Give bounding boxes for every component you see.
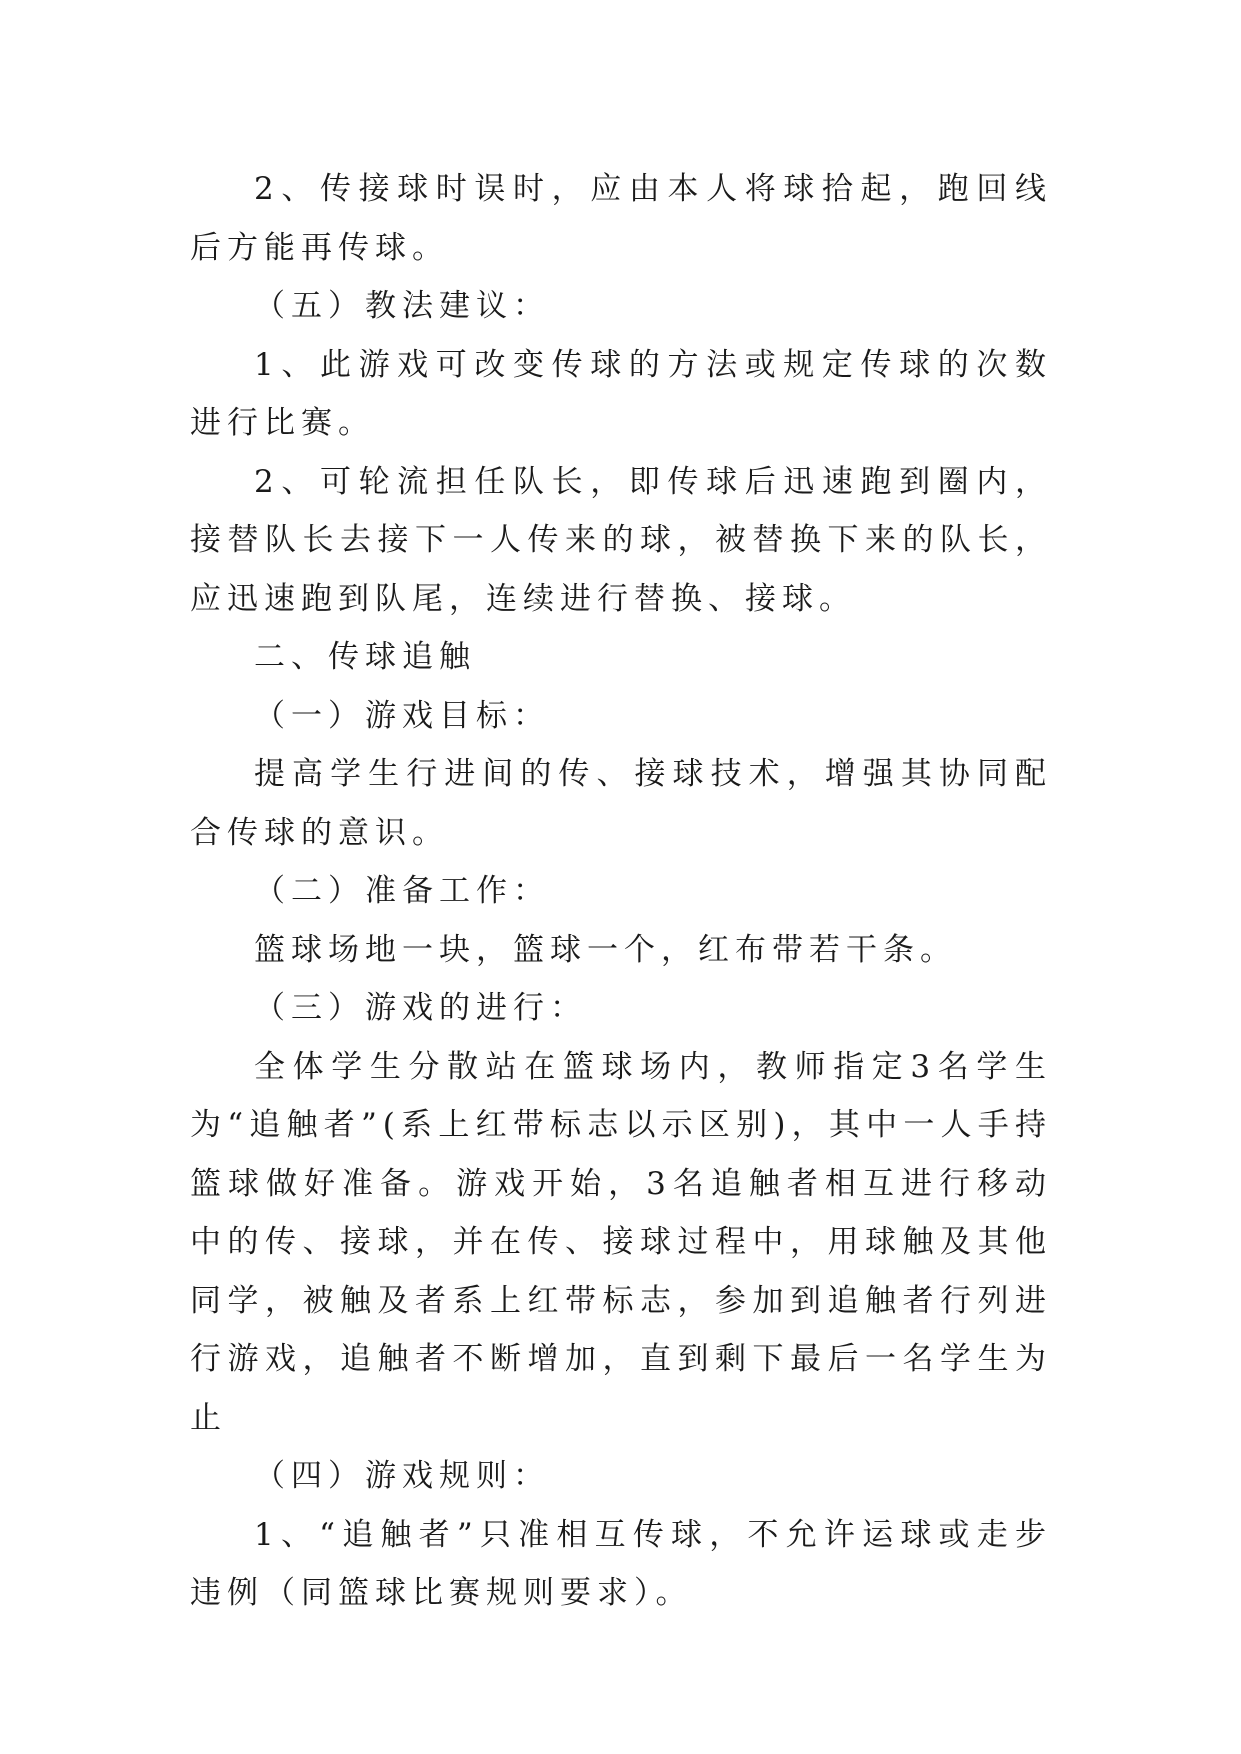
process-paragraph: 全体学生分散站在篮球场内，教师指定3名学生为“追触者”(系上红带标志以示区别)，其中一人手持篮球做好准备。游戏开始，3名追触者相互进行移动中的传、接球，并在传、接球过程中，用球触及其他同学，被触及者系上红带标志，参加到追触者行列进行游戏，追触者不断增加，直到剩下最后一名学生为止	[190, 1048, 1052, 1436]
rule-paragraph-2: 2、传接球时误时，应由本人将球拾起，跑回线后方能再传球。	[190, 171, 1052, 266]
document-body	[190, 160, 1052, 1623]
section-heading-game-rules: （四）游戏规则：	[254, 1458, 550, 1494]
section-heading-teaching-suggestions: （五）教法建议：	[254, 288, 550, 324]
suggestion-paragraph-1: 1、此游戏可改变传球的方法或规定传球的次数进行比赛。	[190, 346, 1052, 441]
goal-paragraph: 提高学生行进间的传、接球技术，增强其协同配合传球的意识。	[190, 756, 1052, 851]
section-heading-game-goal: （一）游戏目标：	[254, 697, 550, 734]
section-heading-preparation: （二）准备工作：	[254, 873, 550, 909]
section-heading-game-process: （三）游戏的进行：	[254, 990, 587, 1026]
suggestion-paragraph-2: 2、可轮流担任队长，即传球后迅速跑到圈内，接替队长去接下一人传来的球，被替换下来的队长，应迅速跑到队尾，连续进行替换、接球。	[190, 463, 1052, 617]
rules-paragraph-1: 1、“追触者”只准相互传球，不允许运球或走步违例（同篮球比赛规则要求）。	[190, 1516, 1052, 1611]
game-title: 二、传球追触	[254, 639, 476, 675]
preparation-paragraph: 篮球场地一块，篮球一个，红布带若干条。	[254, 931, 957, 968]
